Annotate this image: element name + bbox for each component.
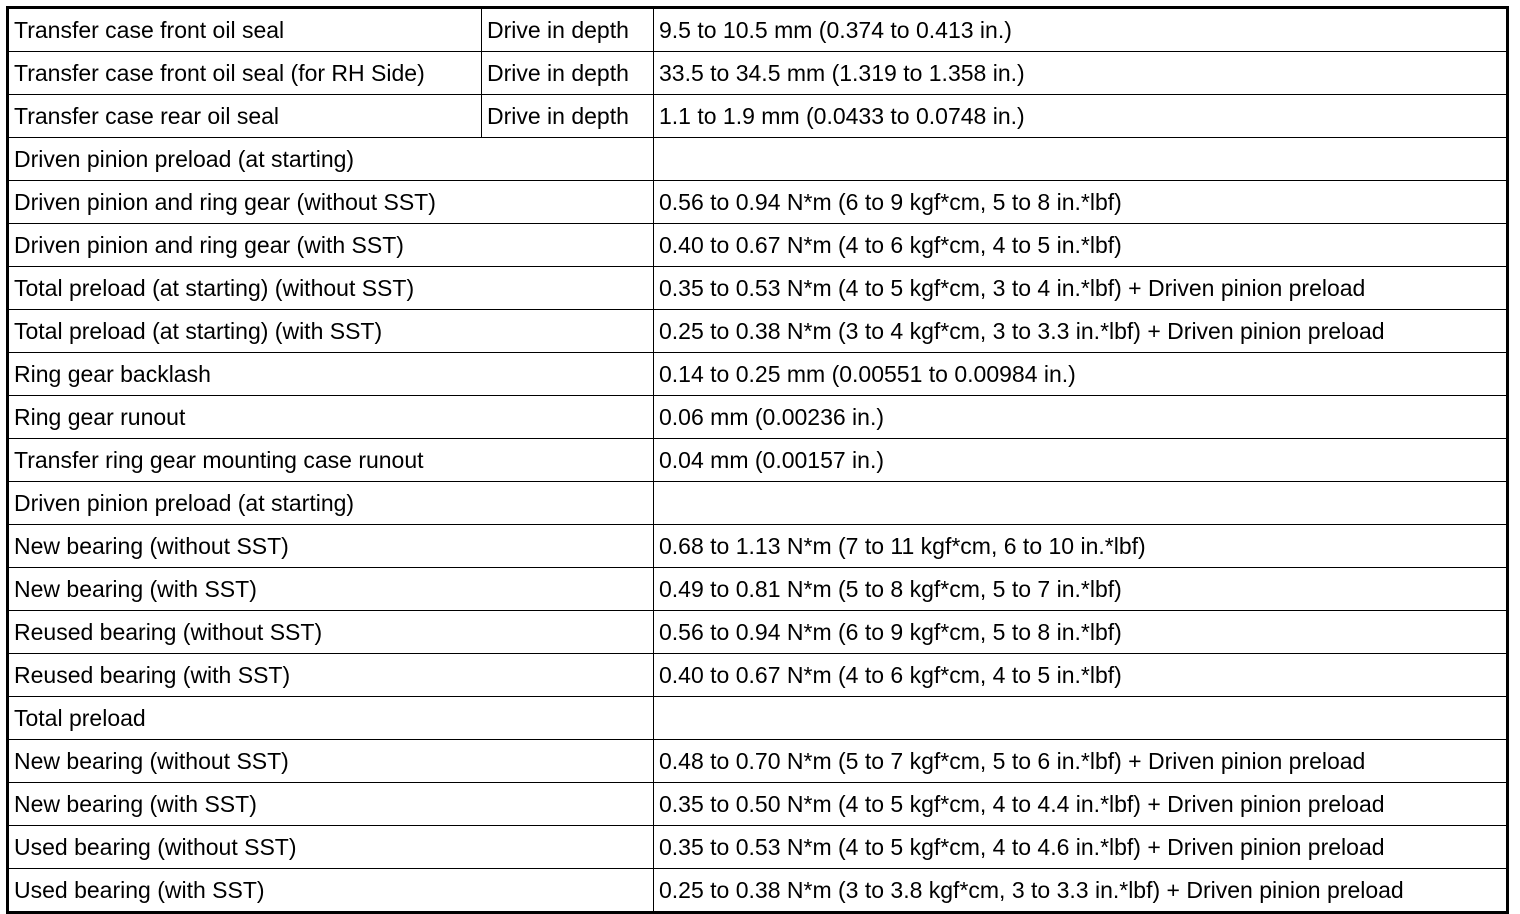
value-cell: 0.35 to 0.53 N*m (4 to 5 kgf*cm, 4 to 4.6 in.*lbf) + Driven pinion preload xyxy=(654,826,1508,869)
item-cell: Driven pinion and ring gear (without SST) xyxy=(8,181,654,224)
value-cell: 0.40 to 0.67 N*m (4 to 6 kgf*cm, 4 to 5 in.*lbf) xyxy=(654,224,1508,267)
item-cell: Total preload (at starting) (with SST) xyxy=(8,310,654,353)
table-row xyxy=(8,439,1508,482)
value-cell: 0.06 mm (0.00236 in.) xyxy=(654,396,1508,439)
item-cell: Used bearing (without SST) xyxy=(8,826,654,869)
table-row xyxy=(8,224,1508,267)
table-row xyxy=(8,826,1508,869)
item-cell: Reused bearing (with SST) xyxy=(8,654,654,697)
table-row xyxy=(8,525,1508,568)
item-cell: Driven pinion and ring gear (with SST) xyxy=(8,224,654,267)
value-cell: 0.35 to 0.53 N*m (4 to 5 kgf*cm, 3 to 4 in.*lbf) + Driven pinion preload xyxy=(654,267,1508,310)
specification-table xyxy=(6,6,1509,914)
item-cell: Transfer case front oil seal (for RH Side) xyxy=(8,52,482,95)
item-cell: New bearing (with SST) xyxy=(8,568,654,611)
condition-cell: Drive in depth xyxy=(482,52,654,95)
table-row xyxy=(8,783,1508,826)
item-cell: Transfer ring gear mounting case runout xyxy=(8,439,654,482)
value-cell: 0.25 to 0.38 N*m (3 to 3.8 kgf*cm, 3 to 3.3 in.*lbf) + Driven pinion preload xyxy=(654,869,1508,913)
table-row xyxy=(8,138,1508,181)
item-cell: New bearing (with SST) xyxy=(8,783,654,826)
table-row xyxy=(8,310,1508,353)
value-cell: 0.48 to 0.70 N*m (5 to 7 kgf*cm, 5 to 6 in.*lbf) + Driven pinion preload xyxy=(654,740,1508,783)
table-row xyxy=(8,353,1508,396)
value-cell: 0.68 to 1.13 N*m (7 to 11 kgf*cm, 6 to 10 in.*lbf) xyxy=(654,525,1508,568)
condition-cell: Drive in depth xyxy=(482,8,654,52)
value-cell: 0.49 to 0.81 N*m (5 to 8 kgf*cm, 5 to 7 in.*lbf) xyxy=(654,568,1508,611)
value-cell: 33.5 to 34.5 mm (1.319 to 1.358 in.) xyxy=(654,52,1508,95)
table-row xyxy=(8,267,1508,310)
table-row xyxy=(8,8,1508,52)
table-row xyxy=(8,654,1508,697)
table-row xyxy=(8,181,1508,224)
table-row xyxy=(8,482,1508,525)
value-cell: 0.56 to 0.94 N*m (6 to 9 kgf*cm, 5 to 8 in.*lbf) xyxy=(654,181,1508,224)
value-cell: 0.04 mm (0.00157 in.) xyxy=(654,439,1508,482)
value-cell: 0.25 to 0.38 N*m (3 to 4 kgf*cm, 3 to 3.3 in.*lbf) + Driven pinion preload xyxy=(654,310,1508,353)
item-cell: Reused bearing (without SST) xyxy=(8,611,654,654)
item-cell: New bearing (without SST) xyxy=(8,740,654,783)
table-row xyxy=(8,869,1508,913)
value-cell: 0.56 to 0.94 N*m (6 to 9 kgf*cm, 5 to 8 in.*lbf) xyxy=(654,611,1508,654)
condition-cell: Drive in depth xyxy=(482,95,654,138)
table-row xyxy=(8,396,1508,439)
item-cell: Ring gear backlash xyxy=(8,353,654,396)
item-cell: Driven pinion preload (at starting) xyxy=(8,482,654,525)
table-row xyxy=(8,52,1508,95)
item-cell: Total preload xyxy=(8,697,654,740)
value-cell xyxy=(654,482,1508,525)
item-cell: Transfer case rear oil seal xyxy=(8,95,482,138)
value-cell xyxy=(654,697,1508,740)
table-row xyxy=(8,611,1508,654)
specification-table-body xyxy=(8,8,1508,913)
value-cell: 9.5 to 10.5 mm (0.374 to 0.413 in.) xyxy=(654,8,1508,52)
table-row xyxy=(8,568,1508,611)
value-cell: 0.40 to 0.67 N*m (4 to 6 kgf*cm, 4 to 5 in.*lbf) xyxy=(654,654,1508,697)
item-cell: Used bearing (with SST) xyxy=(8,869,654,913)
table-row xyxy=(8,697,1508,740)
item-cell: Total preload (at starting) (without SST) xyxy=(8,267,654,310)
value-cell: 1.1 to 1.9 mm (0.0433 to 0.0748 in.) xyxy=(654,95,1508,138)
table-row xyxy=(8,95,1508,138)
value-cell: 0.14 to 0.25 mm (0.00551 to 0.00984 in.) xyxy=(654,353,1508,396)
value-cell xyxy=(654,138,1508,181)
item-cell: Transfer case front oil seal xyxy=(8,8,482,52)
item-cell: Driven pinion preload (at starting) xyxy=(8,138,654,181)
item-cell: New bearing (without SST) xyxy=(8,525,654,568)
item-cell: Ring gear runout xyxy=(8,396,654,439)
value-cell: 0.35 to 0.50 N*m (4 to 5 kgf*cm, 4 to 4.4 in.*lbf) + Driven pinion preload xyxy=(654,783,1508,826)
table-row xyxy=(8,740,1508,783)
